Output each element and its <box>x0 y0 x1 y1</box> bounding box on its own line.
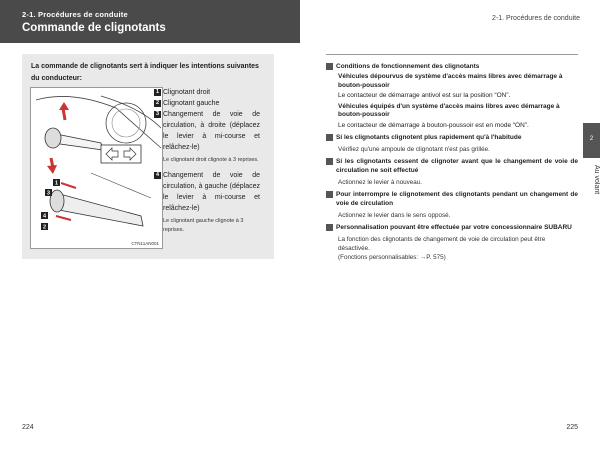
condition-text: Le contacteur de démarrage à bouton-poussoir est en mode “ON”. <box>338 121 529 129</box>
item-number: 3 <box>155 111 160 117</box>
item-text: Changement de voie de circulation, à droite (déplacez le levier à mi-course et relâchez-le) <box>163 111 260 151</box>
section-body: Actionnez le levier dans le sens opposé. <box>338 212 451 219</box>
illustration-code: CTN11AN001 <box>131 241 159 246</box>
right-content <box>326 62 578 265</box>
cross-reference-link[interactable]: (Fonctions personnalisables: →P. 575) <box>338 254 446 261</box>
section-body <box>326 235 578 262</box>
section-heading: Si les clignotants cessent de clignoter avant que le changement de voie de circulation ne soit effectué <box>326 157 578 175</box>
condition-title: Véhicules équipés d'un système d'accès mains libres avec démarrage à bouton-poussoir <box>338 102 560 118</box>
square-bullet-icon <box>326 158 333 165</box>
list-item <box>154 98 260 109</box>
page-title: Commande de clignotants <box>22 22 166 34</box>
chapter-tab[interactable]: 2 <box>583 123 600 158</box>
right-page-number: 225 <box>566 424 578 431</box>
list-item <box>154 87 260 98</box>
indicator-box <box>101 145 141 163</box>
section-body: Actionnez le levier à nouveau. <box>338 179 423 186</box>
lever-drawing <box>31 88 163 249</box>
label-3-text: 3 <box>46 190 51 197</box>
list-item <box>154 109 260 153</box>
conditions-list <box>326 73 578 130</box>
square-bullet-icon <box>326 134 333 141</box>
label-1-text: 1 <box>54 180 59 187</box>
right-divider <box>326 54 578 55</box>
section-heading: Personnalisation pouvant être effectuée par votre concessionnaire SUBARU <box>326 223 578 232</box>
label-2-text: 2 <box>42 224 47 231</box>
section-heading: Si les clignotants clignotent plus rapidement qu'à l'habitude <box>326 133 578 142</box>
section-heading: Pour interrompre le clignotement des clignotants pendant un changement de voie de circulation <box>326 190 578 208</box>
arrow-up-head-icon <box>59 102 69 110</box>
right-header <box>300 0 600 43</box>
chapter-label: Au volant <box>593 165 600 195</box>
item-number: 4 <box>155 172 160 178</box>
item-list <box>154 87 260 240</box>
right-section-label: 2-1. Procédures de conduite <box>492 15 580 22</box>
item-text: Changement de voie de circulation, à gauche (déplacez le levier à mi-course et relâchez-le) <box>163 172 260 212</box>
item-text: Clignotant droit <box>163 89 211 96</box>
condition-title: Véhicules dépourvus de système d'accès mains libres avec démarrage à bouton-poussoir <box>338 73 563 89</box>
intro-text: La commande de clignotants sert à indiquer les intentions suivantes du conducteur: <box>31 63 259 82</box>
section-body: Vérifiez qu'une ampoule de clignotant n'est pas grillée. <box>338 146 490 153</box>
left-section-label: 2-1. Procédures de conduite <box>22 10 128 19</box>
square-bullet-icon <box>326 63 333 70</box>
item-note: Le clignotant gauche clignote à 3 reprises. <box>163 218 244 233</box>
section-body-line: La fonction des clignotants de changement de voie de circulation peut être désactivée. <box>338 236 546 252</box>
item-text: Clignotant gauche <box>163 100 220 107</box>
label-4-text: 4 <box>42 213 47 220</box>
square-bullet-icon <box>326 224 333 231</box>
item-number: 1 <box>155 89 160 95</box>
conditions-heading: Conditions de fonctionnement des clignotants <box>326 62 578 71</box>
condition-text: Le contacteur de démarrage antivol est sur la position “ON”. <box>338 92 511 99</box>
list-item <box>154 170 260 214</box>
item-note: Le clignotant droit clignote à 3 reprises. <box>163 157 259 163</box>
square-bullet-icon <box>326 191 333 198</box>
item-number: 2 <box>155 100 160 106</box>
arrow-down-head-icon <box>47 165 57 174</box>
lever-illustration <box>30 87 163 249</box>
left-page-number: 224 <box>22 424 34 431</box>
left-header <box>0 0 300 43</box>
